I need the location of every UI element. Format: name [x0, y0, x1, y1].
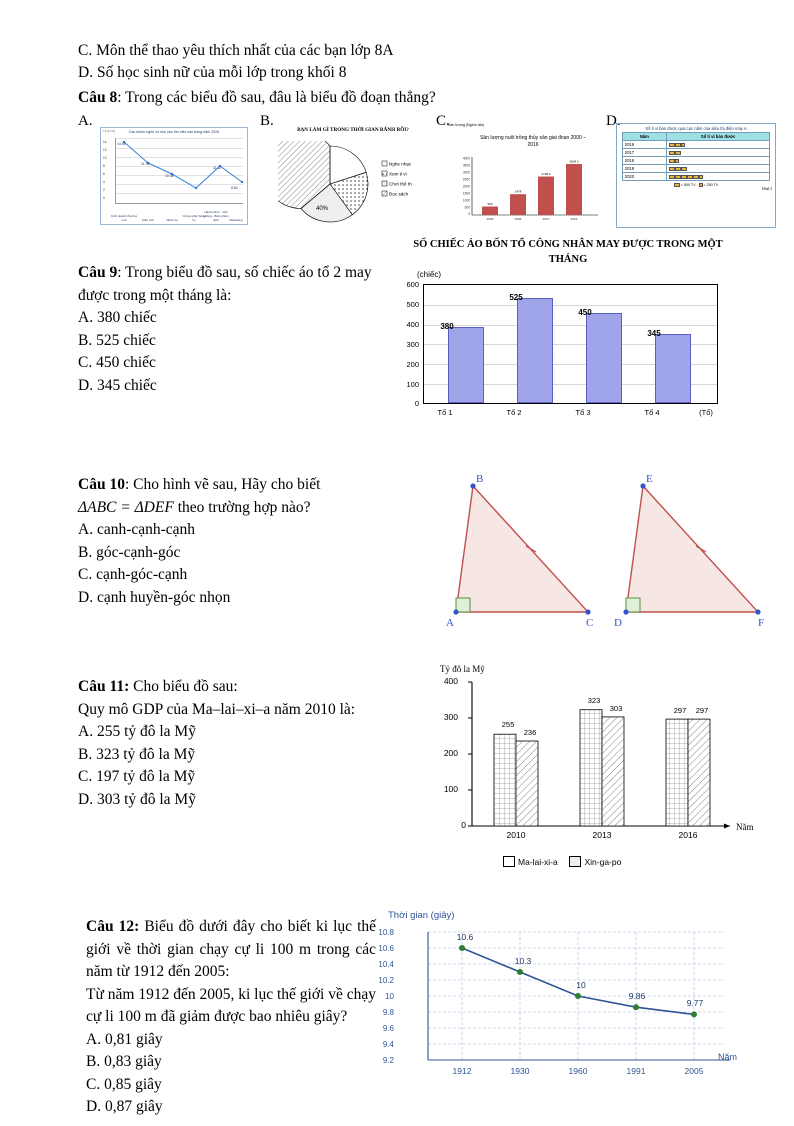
q11-xlabel: Năm [736, 822, 754, 833]
q10-option-a: A. canh-cạnh-cạnh [78, 521, 196, 539]
q9-ytick-5: 100 [406, 380, 419, 390]
q11-text: Cho biểu đồ sau: [129, 678, 238, 696]
table-row [622, 157, 770, 165]
q8-a-point-2: 10.38 [165, 174, 174, 179]
q12-ytick-0: 10.8 [378, 928, 394, 938]
table-row [622, 165, 770, 173]
q12-ytick-5: 9.8 [382, 1008, 394, 1018]
q11-option-a: A. 255 tỷ đô la Mỹ [78, 723, 196, 741]
q11-value-sg-2010: 236 [523, 728, 537, 738]
svg-text:Đọc sách: Đọc sách [389, 191, 409, 197]
q9-value-3: 345 [647, 329, 661, 339]
q12-option-b: B. 0,83 giây [86, 1053, 162, 1071]
q12-ytick-6: 9.6 [382, 1024, 394, 1034]
q8-a-ytick-5: 4 [103, 180, 105, 185]
q11-xtick-2: 2016 [678, 830, 698, 841]
q9-xlabel: (Tổ) [699, 408, 713, 418]
q11-legend-swatch-0 [503, 856, 515, 867]
q11-option-b: B. 323 tỷ đô la Mỹ [78, 745, 196, 763]
q8-d-legend-0: = 500 TV [680, 183, 696, 188]
svg-text:1500: 1500 [462, 191, 470, 196]
q11-value-ma-2016: 297 [673, 706, 687, 716]
q11-text-column [78, 676, 408, 811]
q8-text: : Trong các biểu đồ sau, đâu là biểu đồ đoạn thẳng? [117, 88, 436, 106]
svg-text:1000: 1000 [462, 198, 470, 203]
q12-xtick-1: 1930 [510, 1066, 530, 1077]
q8-a-title: Các nhóm nghề có nhu cầu tìm việc cao trong năm 2020 [128, 130, 220, 135]
q10-text2: theo trường hợp nào? [177, 498, 311, 516]
q12-question [86, 916, 376, 983]
q12-block [78, 910, 739, 1126]
q8-a-xtick-4: Hành chính - Văn phòng - Biên phiên dịch [203, 210, 229, 223]
q9-ytick-6: 0 [414, 399, 419, 409]
q9-option-a: A. 380 chiếc [78, 309, 157, 327]
svg-text:F: F [758, 617, 765, 630]
q8-d-icons-2 [666, 157, 769, 165]
q9-option-d: D. 345 chiếc [78, 376, 157, 394]
q8-d-header-0: Năm [622, 133, 666, 141]
q12-value-4: 9.77 [686, 998, 704, 1009]
q12-ylabel: Thời gian (giây) [388, 910, 455, 922]
q9-option-c: C. 450 chiếc [78, 354, 156, 372]
svg-text:B: B [476, 473, 484, 486]
q11-legend-swatch-1 [569, 856, 581, 867]
q8-a-ytick-6: 2 [103, 188, 105, 193]
q8-a-ytick-3: 8 [103, 164, 105, 169]
q8-a-xtick-1: Kiến trúc [142, 218, 154, 223]
q9-xtick-0: Tổ 1 [437, 408, 453, 418]
q8-a-ytick-1: 12 [103, 148, 107, 153]
q11-value-ma-2013: 323 [587, 696, 601, 706]
q8-c-ylabel: Sản lượng (Nghìn tấn) [448, 123, 484, 128]
q9-value-1: 525 [509, 293, 523, 303]
q12-xtick-4: 2005 [684, 1066, 704, 1077]
svg-text:2000: 2000 [462, 184, 470, 189]
q9-chart [383, 238, 763, 438]
q11-value-ma-2010: 255 [501, 720, 515, 730]
q8-d-header-1: Số ti vi bán được [666, 133, 769, 141]
svg-text:E: E [646, 473, 653, 486]
q8-d-caption: Hình 2 [762, 187, 772, 192]
svg-text:3500: 3500 [462, 163, 470, 168]
q10-question-2 [78, 497, 408, 519]
q10-text-column [78, 474, 408, 609]
q8-a-linechart [100, 127, 248, 225]
q11-option-c: C. 197 tỷ đô la Mỹ [78, 768, 196, 786]
q11-ytick-1: 300 [443, 712, 458, 723]
q9-question [78, 262, 378, 307]
q12-ytick-8: 9.2 [382, 1056, 394, 1066]
q9-ytick-0: 600 [406, 280, 419, 290]
q12-option-a: A. 0,81 giây [86, 1030, 163, 1048]
q12-xtick-3: 1991 [626, 1066, 646, 1077]
table-row [622, 149, 770, 157]
svg-text:2010: 2010 [542, 217, 550, 222]
q8-d-legend-1: = 250 TV [703, 183, 719, 188]
q9-ytick-1: 500 [406, 300, 419, 310]
q8-a-xtick-5: Marketing [229, 218, 243, 223]
q10-question [78, 474, 408, 496]
svg-text:Nghe nhạc: Nghe nhạc [389, 161, 412, 167]
q8-a-ytick-0: 14 [103, 140, 107, 145]
q11-legend [503, 856, 621, 867]
svg-text:C: C [586, 617, 594, 630]
q11-option-d: D. 303 tỷ đô la Mỹ [78, 790, 196, 808]
q10-label: Câu 10 [78, 476, 125, 494]
q8-d-year-2: 2018 [622, 157, 666, 165]
q8-heading [78, 87, 739, 109]
q11-label: Câu 11: [78, 678, 130, 696]
svg-text:A: A [446, 617, 454, 630]
q12-ytick-2: 10.4 [378, 960, 394, 970]
q8-d-title: Số ti vi bán được qua các năm của siêu thị điện máy A [645, 126, 747, 132]
q8-letter-a: A. [78, 113, 93, 130]
q10-figure [418, 470, 788, 630]
q9-option-b: B. 525 chiếc [78, 331, 156, 349]
q11-ytick-2: 200 [443, 748, 458, 759]
q9-bar-3 [655, 334, 691, 403]
option-d-line: D. Số học sinh nữ của mỗi lớp trong khối 8 [78, 64, 347, 82]
q11-value-sg-2013: 303 [609, 704, 623, 714]
q12-ytick-7: 9.4 [382, 1040, 394, 1050]
q8-b-piechart [278, 127, 428, 227]
q9-label: Câu 9 [78, 264, 118, 282]
svg-text:Xem ti vi: Xem ti vi [389, 171, 407, 177]
q9-text: : Trong biểu đồ sau, số chiếc áo tổ 2 may được trong một tháng là: [78, 264, 372, 304]
q12-option-c: C. 0,85 giây [86, 1075, 162, 1093]
table-header-row [622, 133, 770, 141]
q11-ytick-0: 400 [443, 676, 458, 687]
q11-value-sg-2016: 297 [695, 706, 709, 716]
q8-d-year-1: 2017 [622, 149, 666, 157]
q12-ytick-1: 10.6 [378, 944, 394, 954]
q8-label: Câu 8 [78, 88, 118, 106]
q9-bar-1 [517, 298, 553, 403]
q11-ytick-3: 100 [443, 784, 458, 795]
q12-value-3: 9.86 [628, 991, 646, 1002]
table-row [622, 173, 770, 181]
svg-text:3604.3: 3604.3 [569, 160, 579, 165]
q8-letter-d: D. [606, 113, 621, 130]
q11-chart [408, 664, 794, 889]
q8-a-ytick-4: 6 [103, 172, 105, 177]
q9-ylabel: (chiếc) [417, 270, 442, 280]
q9-ytick-4: 200 [406, 360, 419, 370]
q9-ytick-3: 300 [406, 340, 419, 350]
q10-block [78, 473, 765, 644]
svg-text:2005: 2005 [514, 217, 522, 222]
q8-d-icons-0 [666, 141, 769, 149]
q11-text2: Quy mô GDP của Ma–lai–xi–a năm 2010 là: [78, 700, 356, 718]
q11-ylabel: Tỷ đô la Mỹ [440, 664, 485, 675]
q12-value-1: 10.3 [514, 956, 532, 967]
q9-plot-frame [423, 284, 718, 404]
q8-d-icons-3 [666, 165, 769, 173]
q8-d-icons-1 [666, 149, 769, 157]
q8-a-xtick-0: Kinh doanh thương mại [111, 214, 137, 223]
q12-ytick-3: 10.2 [378, 976, 394, 986]
svg-text:2016: 2016 [570, 217, 578, 222]
q8-a-point-3: 11.12 [213, 166, 222, 171]
q9-xtick-2: Tổ 3 [575, 408, 591, 418]
q12-value-2: 10 [576, 980, 586, 991]
q12-option-d: D. 0,87 giây [86, 1098, 163, 1116]
q9-xtick-3: Tổ 4 [644, 408, 660, 418]
svg-text:500: 500 [464, 205, 470, 210]
q12-label: Câu 12: [86, 918, 140, 936]
svg-text:3000: 3000 [462, 170, 470, 175]
q9-chart-title: SỐ CHIẾC ÁO BỐN TỔ CÔNG NHÂN MAY ĐƯỢC TRONG MỘT THÁNG [413, 239, 723, 265]
q9-value-2: 450 [578, 308, 592, 318]
q10-option-b: B. góc-cạnh-góc [78, 543, 181, 561]
q9-value-0: 380 [440, 322, 454, 332]
option-c-line: C. Môn thể thao yêu thích nhất của các bạn lớp 8A [78, 42, 394, 59]
q11-xtick-1: 2013 [592, 830, 612, 841]
svg-text:D: D [614, 617, 622, 630]
q11-xtick-0: 2010 [506, 830, 526, 841]
q10-option-c: C. cạnh-góc-cạnh [78, 566, 188, 584]
q8-d-pictogram-table [616, 123, 776, 228]
q8-letter-b: B. [260, 113, 274, 130]
svg-text:0: 0 [468, 212, 470, 217]
q10-text: : Cho hình vẽ sau, Hãy cho biết [124, 476, 321, 494]
q11-block [78, 664, 754, 894]
q9-xtick-1: Tổ 2 [506, 408, 522, 418]
svg-text:590: 590 [487, 202, 493, 207]
q8-figures [78, 113, 772, 238]
q8-letter-c: C. [436, 113, 450, 130]
svg-text:Chơi thể th: Chơi thể th [389, 181, 412, 187]
q8-a-ytick-7: 0 [103, 196, 105, 201]
q10-formula: ΔABC = ΔDEF [78, 498, 174, 516]
q12-value-0: 10.6 [456, 932, 474, 943]
q12-xlabel: Năm [718, 1052, 738, 1063]
q9-bar-2 [586, 313, 622, 403]
q9-ytick-2: 400 [406, 320, 419, 330]
table-row [622, 141, 770, 149]
q12-text-column [86, 916, 376, 1118]
q8-a-point-1: 11.78 [141, 162, 150, 167]
q9-bar-0 [448, 327, 484, 403]
q8-d-year-0: 2016 [622, 141, 666, 149]
q12-text: Biểu đồ dưới đây cho biết ki lục thế giới về thời gian chạy cự li 100 m trong các năm từ 1912 đến 2005: [86, 918, 377, 981]
svg-text:2728.3: 2728.3 [541, 172, 551, 177]
svg-text:40%: 40% [316, 206, 329, 213]
q8-d-year-3: 2019 [622, 165, 666, 173]
svg-text:2500: 2500 [462, 177, 470, 182]
q8-a-corner-label: Tỷ lệ (%) [103, 129, 115, 134]
q8-c-title: Sản lượng nuôi trồng thủy sản giai đoạn 2000 – 2016 [480, 135, 586, 148]
svg-text:2000: 2000 [486, 217, 494, 222]
q8-d-year-4: 2020 [622, 173, 666, 181]
q11-legend-label-1: Xin-ga-po [584, 857, 622, 868]
q8-a-xtick-3: Công nghệ thông tin [182, 214, 206, 223]
svg-text:4000: 4000 [462, 157, 470, 161]
q8-a-plot [115, 138, 243, 204]
q12-text2: Từ năm 1912 đến 2005, ki lục thế giới về chạy cự li 100 m đã giảm được bao nhiêu giây? [86, 985, 376, 1026]
q10-option-d: D. cạnh huyền-góc nhọn [78, 588, 231, 606]
q9-block [78, 239, 739, 446]
q8-a-point-0: 14.55 [117, 142, 126, 147]
q12-xtick-0: 1912 [452, 1066, 472, 1077]
q8-a-point-4: 8.84 [231, 186, 238, 191]
q8-a-xtick-2: Nhân sự [166, 218, 178, 223]
q12-xtick-2: 1960 [568, 1066, 588, 1077]
q8-d-icons-4 [666, 173, 769, 181]
q11-ytick-4: 0 [461, 820, 466, 831]
q8-c-barchart [448, 123, 600, 231]
q8-d-table [622, 132, 771, 181]
q8-a-ytick-2: 10 [103, 156, 107, 161]
q12-ytick-4: 10 [385, 992, 394, 1002]
q9-text-column [78, 262, 378, 397]
svg-text:1478: 1478 [514, 190, 522, 195]
q11-question [78, 676, 408, 698]
q12-chart [378, 910, 778, 1110]
q11-legend-label-0: Ma-lai-xi-a [518, 857, 558, 868]
q8-b-title: BẠN LÀM GÌ TRONG THỜI GIAN RÃNH RỖI? [297, 127, 409, 134]
